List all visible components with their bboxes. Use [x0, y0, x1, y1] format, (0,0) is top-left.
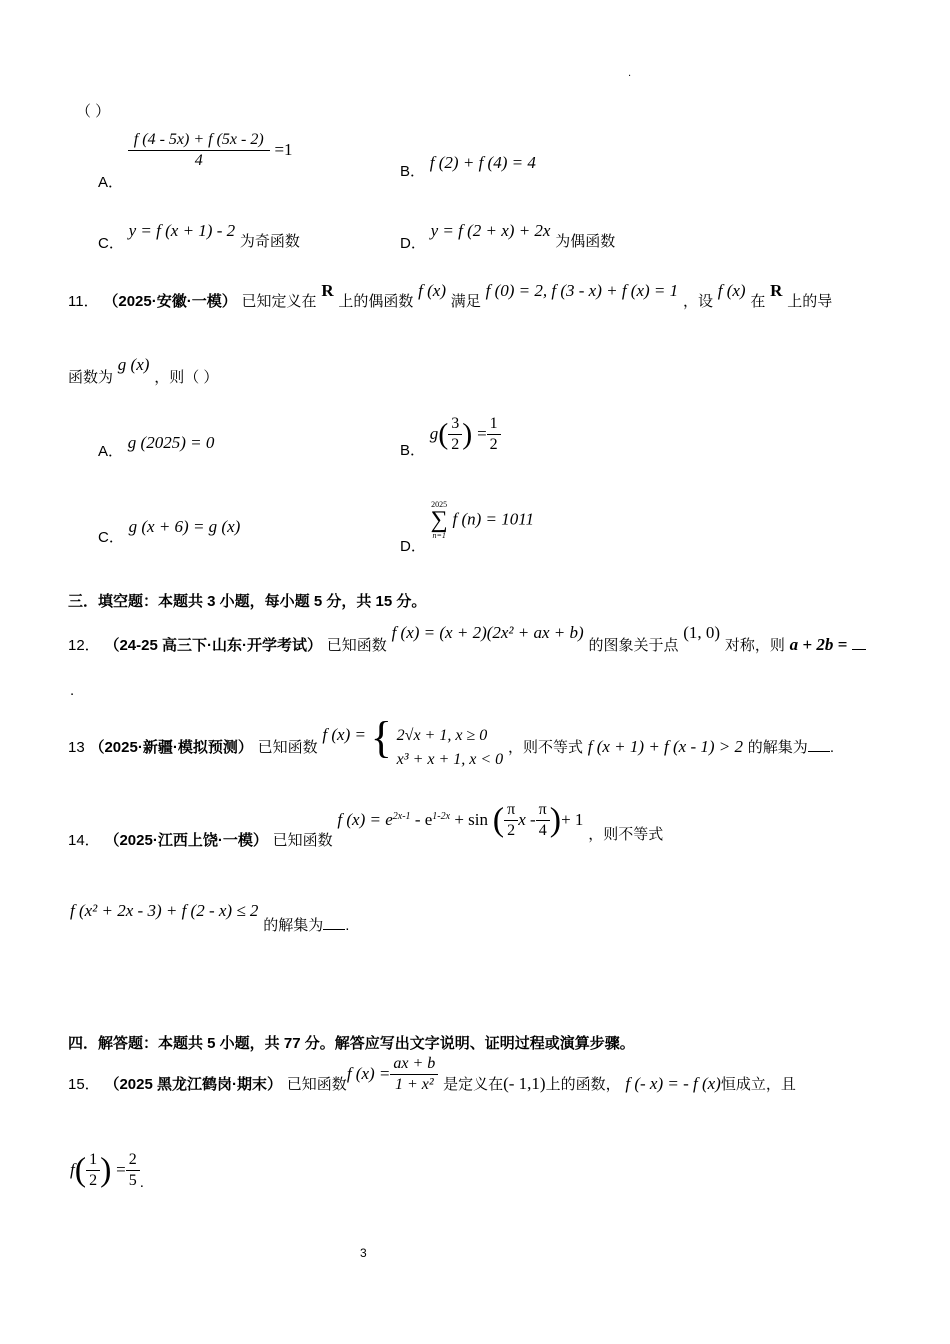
option-suffix: 为奇函数 — [239, 233, 300, 250]
q12-line — [68, 622, 866, 654]
period: . — [139, 1174, 144, 1191]
question-number: 14． — [68, 832, 100, 849]
option-label: D． — [400, 235, 426, 252]
function-f: f (x) = — [346, 1064, 391, 1083]
real-set-symbol: R — [321, 281, 334, 300]
denominator: 2 — [507, 822, 516, 839]
question-number: 11． — [68, 293, 99, 310]
question-number: 15． — [68, 1076, 100, 1093]
left-paren: ( — [74, 1151, 87, 1189]
text: 对称，则 — [724, 637, 785, 654]
text: 已知函数 — [326, 637, 387, 654]
denominator: 5 — [128, 1172, 137, 1189]
page-dot: . — [628, 68, 632, 79]
left-paren: ( — [438, 417, 449, 451]
text: 已知函数 — [286, 1076, 347, 1093]
q14-line1 — [68, 800, 664, 849]
right-paren: ) — [462, 417, 473, 451]
numerator: 1 — [86, 1150, 100, 1171]
inequality-expr: f (x + 1) + f (x - 1) > 2 — [587, 737, 744, 756]
function-expr: x - — [518, 810, 536, 829]
fraction — [126, 1150, 140, 1191]
point: (1, 0) — [683, 623, 721, 642]
q10-option-b — [400, 152, 536, 180]
option-label: C． — [98, 235, 124, 252]
option-suffix: 为偶函数 — [555, 233, 616, 250]
text: ，则不等式 — [588, 826, 664, 843]
answer-blank[interactable] — [808, 737, 830, 752]
text: 的解集为 — [747, 739, 808, 756]
text: 在 — [750, 293, 766, 310]
option-expr: y = f (x + 1) - 2 — [128, 221, 236, 240]
equals: = — [116, 1160, 126, 1179]
right-paren: ) — [100, 1151, 112, 1189]
q11-option-d — [400, 500, 535, 555]
real-set-symbol: R — [770, 281, 783, 300]
question-number: 13 — [68, 739, 85, 756]
option-label: A． — [98, 443, 124, 460]
text: ，则不等式 — [507, 739, 583, 756]
text: 恒成立，且 — [720, 1076, 796, 1093]
option-label: C． — [98, 529, 124, 546]
inequality-expr: f (x² + 2x - 3) + f (2 - x) ≤ 2 — [70, 901, 259, 920]
question-source: （2025·新疆·模拟预测） — [89, 739, 253, 756]
case-two: x³ + x + 1, x < 0 — [396, 750, 504, 768]
period: . — [70, 682, 75, 699]
q15-line1 — [68, 1055, 796, 1105]
sum-lower-limit: n=1 — [432, 531, 446, 540]
denominator: 2 — [489, 436, 498, 453]
text: 已知定义在 — [241, 293, 317, 310]
sum-upper-limit: 2025 — [431, 500, 448, 509]
section-heading-solutions: 四．解答题：本题共 5 小题，共 77 分。解答应写出文字说明、证明过程或演算步骤。 — [68, 1035, 635, 1052]
function-expr: - e — [410, 810, 433, 829]
q10-option-c — [98, 220, 300, 252]
option-expr: g (x + 6) = g (x) — [128, 517, 241, 536]
text: 已知函数 — [257, 739, 318, 756]
period: . — [345, 917, 350, 934]
option-label: D． — [400, 537, 426, 555]
text: 上的函数， — [545, 1076, 621, 1093]
function-expr: f (x) = (x + 2)(2x² + ax + b) — [391, 623, 584, 642]
q11-option-a — [98, 432, 215, 460]
function-f: f (x) = — [322, 725, 366, 744]
function-g: g — [429, 424, 439, 443]
option-expr: y = f (2 + x) + 2x — [430, 221, 551, 240]
denominator: 1 + x² — [394, 1076, 434, 1093]
numerator: 3 — [448, 414, 462, 435]
q13-line — [68, 713, 834, 772]
fraction — [536, 800, 550, 841]
text: 函数为 — [68, 369, 114, 386]
exponent: 1-2x — [432, 811, 451, 822]
text: ，则（ ） — [154, 369, 219, 386]
text: 上的偶函数 — [338, 293, 414, 310]
fraction — [86, 1150, 100, 1191]
section-heading-fill-in: 三．填空题：本题共 3 小题，每小题 5 分，共 15 分。 — [68, 593, 427, 610]
option-expr: f (2) + f (4) = 4 — [429, 153, 536, 172]
text: 已知函数 — [272, 832, 333, 849]
question-source: （2025 黑龙江鹤岗·期末） — [104, 1076, 283, 1093]
text: ，设 — [682, 293, 713, 310]
summation — [431, 500, 448, 540]
numerator: π — [504, 800, 518, 821]
equals-one: =1 — [274, 140, 293, 159]
denominator: 4 — [194, 152, 203, 169]
period: . — [829, 739, 834, 756]
denominator: 2 — [89, 1172, 98, 1189]
fraction — [390, 1054, 438, 1095]
q10-answer-paren: （ ） — [76, 103, 111, 120]
piecewise-cases — [397, 724, 504, 772]
q11-line1 — [68, 280, 833, 310]
function-f: f — [70, 1160, 75, 1179]
text: 上的导 — [787, 293, 833, 310]
piecewise-brace: { — [370, 713, 392, 762]
left-paren: ( — [492, 801, 505, 839]
numerator: 1 — [487, 414, 501, 435]
case-one: 2√x + 1, x ≥ 0 — [396, 726, 488, 744]
target-expr: a + 2b = — [789, 635, 848, 654]
function-expr: f (x) = e — [337, 810, 393, 829]
equals: = — [477, 424, 487, 443]
denominator: 4 — [538, 822, 547, 839]
numerator: f (4 - 5x) + f (5x - 2) — [128, 130, 270, 151]
function-expr: + 1 — [561, 810, 584, 829]
text: 的图象关于点 — [588, 637, 679, 654]
question-source: （2025·江西上饶·一模） — [104, 832, 268, 849]
numerator: π — [536, 800, 550, 821]
right-paren: ) — [549, 801, 562, 839]
q14-line2 — [70, 900, 350, 934]
q11-line2 — [68, 354, 219, 386]
fraction — [487, 414, 501, 455]
q11-option-c — [98, 516, 241, 546]
answer-blank[interactable] — [323, 915, 345, 930]
function-g: g (x) — [117, 355, 150, 374]
function-f: f (x) — [717, 281, 746, 300]
question-source: （24-25 高三下·山东·开学考试） — [104, 637, 322, 654]
condition-expr: f (0) = 2, f (3 - x) + f (x) = 1 — [485, 281, 679, 300]
option-label: A． — [98, 174, 124, 191]
numerator: 2 — [126, 1150, 140, 1171]
text: 满足 — [450, 293, 481, 310]
answer-blank[interactable] — [852, 635, 866, 650]
denominator: 2 — [451, 436, 460, 453]
text: 是定义在 — [443, 1076, 504, 1093]
q15-line2 — [70, 1150, 144, 1191]
q10-option-a — [98, 130, 293, 191]
numerator: ax + b — [390, 1054, 438, 1075]
question-number: 12． — [68, 637, 100, 654]
page-number: 3 — [360, 1246, 367, 1260]
option-expr: g (2025) = 0 — [127, 433, 215, 452]
q11-option-b — [400, 414, 501, 459]
option-label: B． — [400, 163, 426, 180]
odd-condition: f (- x) = - f (x) — [625, 1074, 721, 1093]
exponent: 2x-1 — [392, 811, 411, 822]
fraction — [504, 800, 518, 841]
fraction — [448, 414, 462, 455]
function-f: f (x) — [418, 281, 447, 300]
sigma-symbol: ∑ — [430, 507, 448, 533]
option-expr: f (n) = 1011 — [452, 509, 535, 529]
text: 的解集为 — [263, 917, 324, 934]
fraction — [128, 130, 270, 171]
question-source: （2025·安徽·一模） — [103, 293, 237, 310]
sine: + sin — [450, 810, 488, 829]
q10-option-d — [400, 220, 616, 252]
interval: (- 1,1) — [503, 1074, 546, 1093]
option-label: B． — [400, 442, 426, 459]
